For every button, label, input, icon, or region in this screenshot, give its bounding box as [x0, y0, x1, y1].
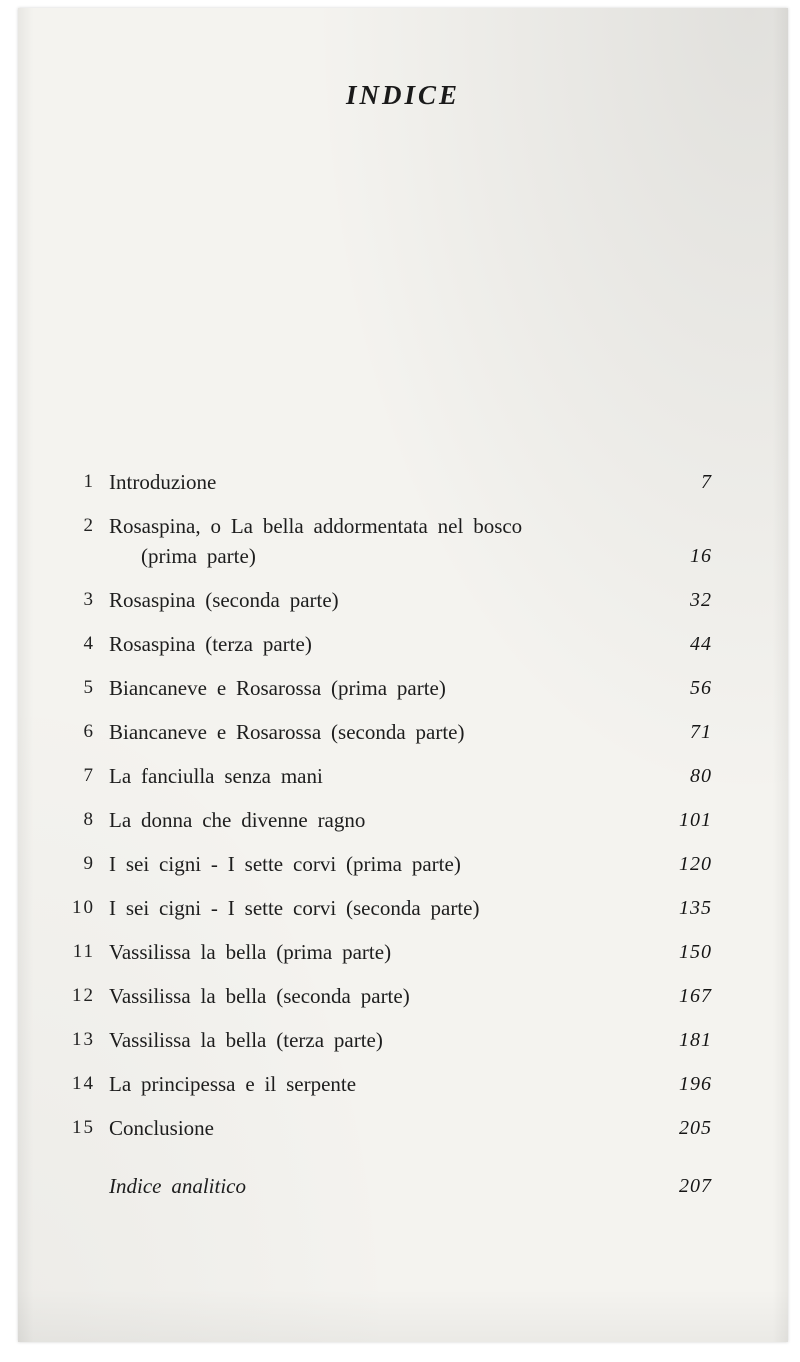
- page-number: 207: [679, 1175, 712, 1197]
- chapter-number: 11: [72, 941, 95, 962]
- chapter-title-continuation: (prima parte): [141, 544, 256, 568]
- chapter-title: Biancaneve e Rosarossa (seconda parte): [109, 720, 465, 744]
- chapter-number: 14: [72, 1073, 95, 1094]
- page-number: 32: [690, 589, 712, 611]
- page-number: 71: [690, 721, 712, 743]
- toc-entry: [59, 676, 712, 700]
- page-number: 101: [679, 809, 712, 831]
- chapter-number: 4: [83, 633, 95, 654]
- chapter-title: La donna che divenne ragno: [109, 808, 366, 832]
- chapter-number: 8: [83, 809, 95, 830]
- chapter-title-block: [109, 940, 618, 964]
- page-number: 7: [701, 471, 712, 493]
- toc-entry: [59, 808, 712, 832]
- chapter-title: I sei cigni - I sette corvi (prima parte): [109, 852, 461, 876]
- toc-entry: [59, 984, 712, 1008]
- toc-entry: [59, 940, 712, 964]
- chapter-title-block: [109, 514, 618, 568]
- chapter-number: 6: [83, 721, 95, 742]
- page-number: 80: [690, 765, 712, 787]
- chapter-title-block: [109, 1072, 618, 1096]
- chapter-number: 12: [72, 985, 95, 1006]
- toc-entry: [59, 896, 712, 920]
- toc-entry: [59, 720, 712, 744]
- chapter-title: Biancaneve e Rosarossa (prima parte): [109, 676, 446, 700]
- chapter-number: 15: [72, 1117, 95, 1138]
- chapter-title: I sei cigni - I sette corvi (seconda parte): [109, 896, 480, 920]
- page-number: 56: [690, 677, 712, 699]
- chapter-title-block: [109, 720, 618, 744]
- toc-entry: [59, 588, 712, 612]
- chapter-title-block: [109, 808, 618, 832]
- page-number: 150: [679, 941, 712, 963]
- chapter-title-block: [109, 764, 618, 788]
- page-number: 205: [679, 1117, 712, 1139]
- chapter-number: 2: [83, 515, 95, 536]
- chapter-number: 1: [83, 471, 95, 492]
- chapter-title: Indice analitico: [109, 1174, 246, 1198]
- scanned-page: [18, 8, 788, 1342]
- chapter-title-block: [109, 1174, 618, 1198]
- page-number: 196: [679, 1073, 712, 1095]
- page-title: INDICE: [345, 80, 461, 110]
- page-number: 167: [679, 985, 712, 1007]
- chapter-number: 9: [83, 853, 95, 874]
- chapter-title-block: [109, 896, 618, 920]
- chapter-title: La fanciulla senza mani: [109, 764, 323, 788]
- toc-list: [18, 470, 788, 1198]
- chapter-title: Vassilissa la bella (prima parte): [109, 940, 392, 964]
- chapter-title-block: [109, 984, 618, 1008]
- toc-entry: [59, 514, 712, 568]
- toc-entry: [59, 1174, 712, 1198]
- toc-entry: [59, 632, 712, 656]
- chapter-title-block: [109, 1028, 618, 1052]
- toc-entry: [59, 470, 712, 494]
- chapter-title: Introduzione: [109, 470, 217, 494]
- chapter-title-block: [109, 852, 618, 876]
- chapter-title: Vassilissa la bella (terza parte): [109, 1028, 383, 1052]
- chapter-number: 13: [72, 1029, 95, 1050]
- chapter-title: Vassilissa la bella (seconda parte): [109, 984, 410, 1008]
- toc-entry: [59, 764, 712, 788]
- chapter-title: Rosaspina, o La bella addormentata nel bosco: [109, 514, 523, 538]
- page-number: 120: [679, 853, 712, 875]
- chapter-title-block: [109, 470, 618, 494]
- chapter-title: Conclusione: [109, 1116, 214, 1140]
- chapter-title-block: [109, 588, 618, 612]
- chapter-title-block: [109, 632, 618, 656]
- page-number: 44: [690, 633, 712, 655]
- chapter-title: Rosaspina (seconda parte): [109, 588, 339, 612]
- chapter-number: 5: [83, 677, 95, 698]
- toc-entry: [59, 1116, 712, 1140]
- chapter-number: 3: [83, 589, 95, 610]
- toc-entry: [59, 852, 712, 876]
- page-number: 16: [690, 545, 712, 567]
- chapter-number: 10: [72, 897, 95, 918]
- page-number: 181: [679, 1029, 712, 1051]
- toc-entry: [59, 1028, 712, 1052]
- page-number: 135: [679, 897, 712, 919]
- chapter-number: 7: [83, 765, 95, 786]
- toc-entry: [59, 1072, 712, 1096]
- chapter-title-block: [109, 676, 618, 700]
- chapter-title: La principessa e il serpente: [109, 1072, 357, 1096]
- chapter-title: Rosaspina (terza parte): [109, 632, 312, 656]
- chapter-title-block: [109, 1116, 618, 1140]
